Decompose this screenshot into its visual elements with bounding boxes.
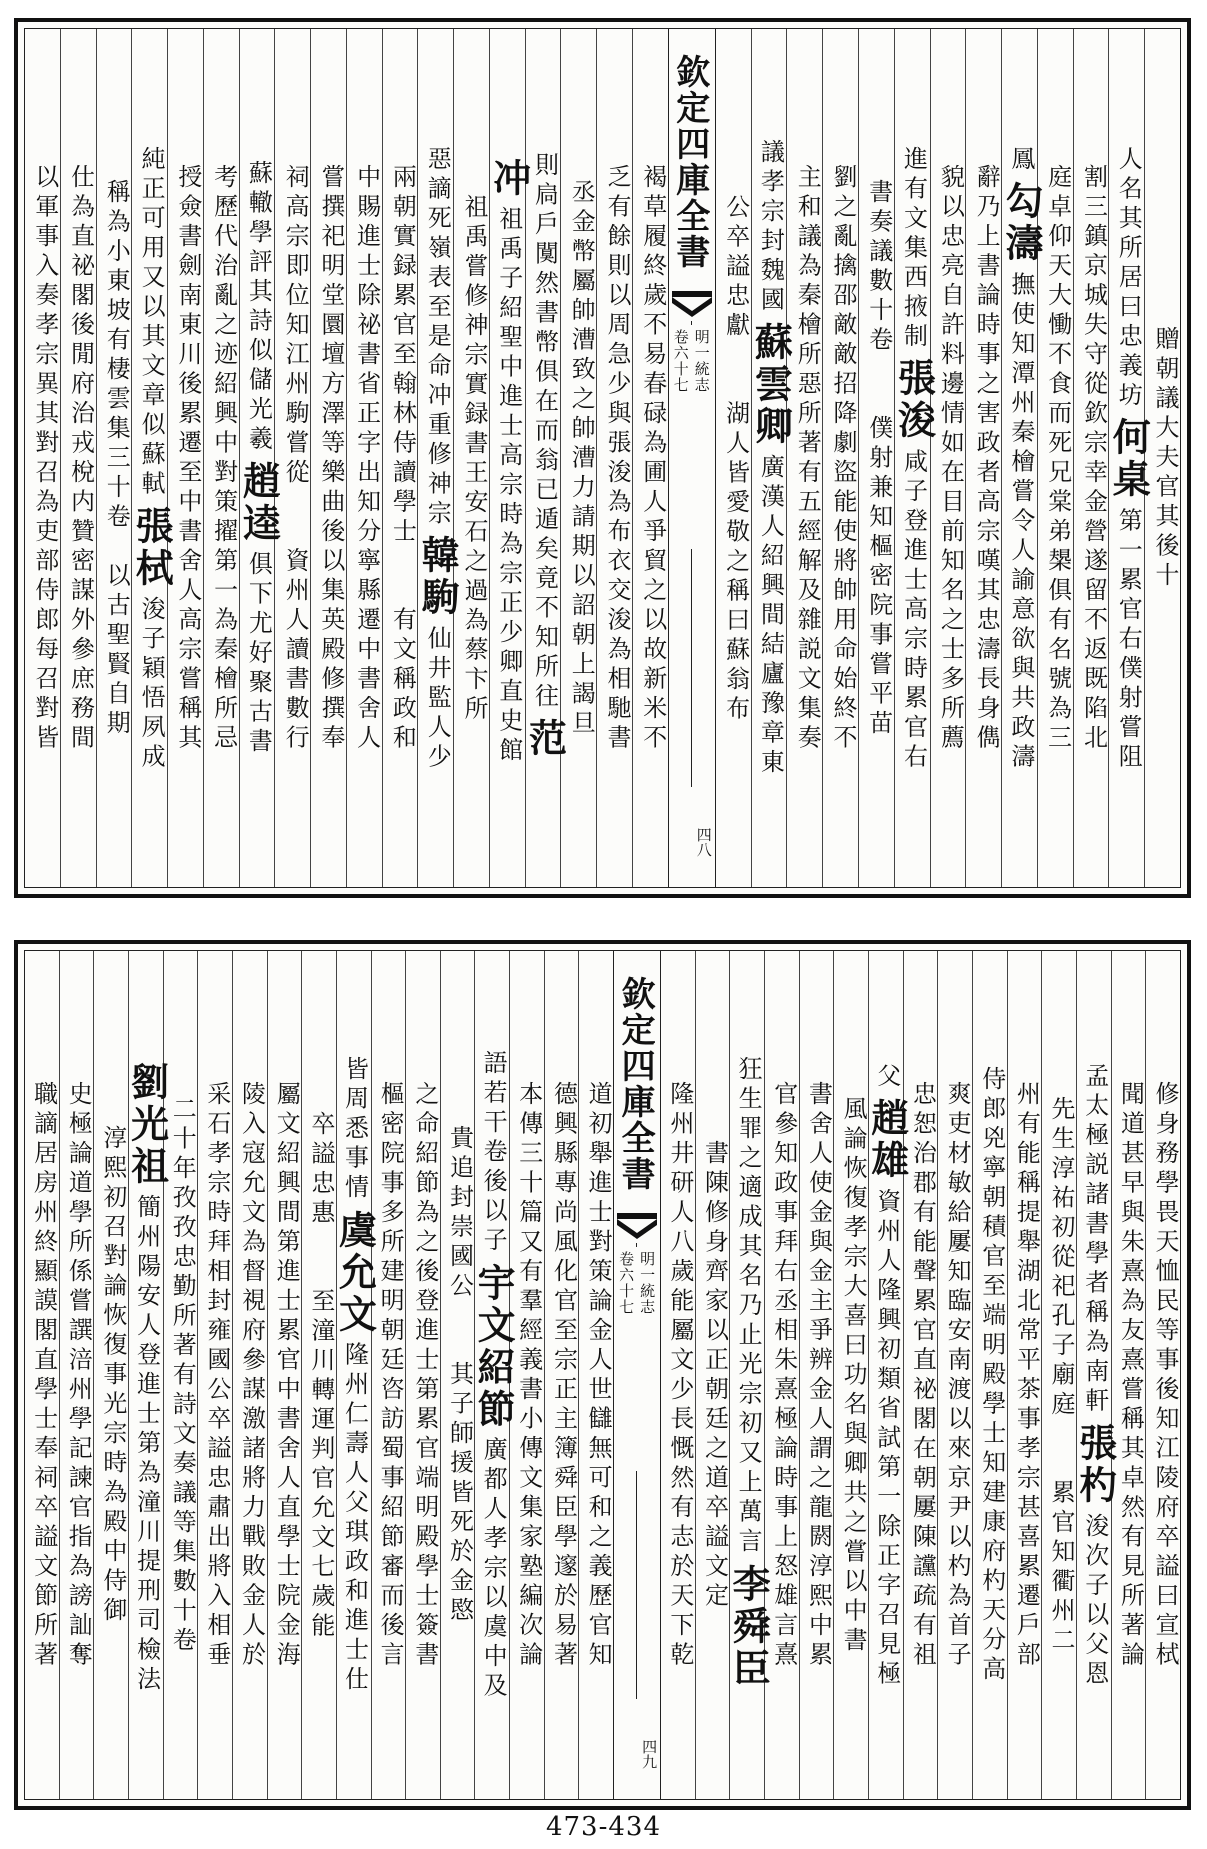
bottom-left-column — [440, 951, 475, 1799]
top-spine-page-number: 四八 — [694, 827, 713, 857]
bottom-left-column-text: 陵入寇允文為督視府參謀激諸將力戰敗金人於 — [237, 1081, 266, 1671]
bottom-spine-catalog — [614, 1251, 660, 1315]
top-left-column-text: 稱為小東坡有棲雲集三十卷 以古聖賢自期 — [102, 178, 131, 740]
bottom-left-column — [578, 951, 613, 1799]
top-left-column — [346, 29, 382, 887]
bottom-left-column — [25, 951, 59, 1799]
bottom-left-column-text: 本傳三十篇又有羣經義書小傳文集家塾編次論 — [514, 1081, 543, 1671]
top-left-column-text: 純正可用又以其文章似蘇軾張栻浚子穎悟夙成 — [129, 145, 175, 773]
top-left-column-text: 丞金幣屬帥漕致之帥漕力請期以詔朝上謁旦 — [567, 178, 596, 740]
top-spine-volume: 卷六十七 — [671, 329, 690, 393]
bottom-left-column-text: 皆周悉事情虞允文隆州仁壽人父琪政和進士仕 — [332, 1056, 378, 1696]
top-right-column-text: 主和議為秦檜所惡所著有五經解及雜説文集奏 — [793, 164, 822, 754]
person-name-heading: 宇文紹節 — [471, 1262, 517, 1431]
bottom-left-column-text: 道初舉進士對策論金人世讎無可和之義歷官知 — [584, 1081, 613, 1671]
bottom-right-column — [1041, 951, 1076, 1799]
top-left-column-text: 嘗撰祀明堂圜壇方澤等樂曲後以集英殿修撰奉 — [316, 164, 345, 754]
top-left-column-text: 乏有餘則以周急少與張浚為布衣交浚為相馳書 — [603, 164, 632, 754]
bottom-left-column-text: 樞密院事多所建明朝廷咨訪蜀事紹節審而後言 — [376, 1081, 405, 1671]
bottom-left-column-text: 采石孝宗時拜相封雍國公卒謚忠肅出將入相垂 — [202, 1081, 231, 1671]
page-footer-label: 473-434 — [545, 1812, 662, 1842]
bottom-left-column-text: 職謫居房州終顯謨閣直學士奉祠卒謚文節所著 — [29, 1081, 58, 1671]
bottom-spine-title: 欽定四庫全書 — [615, 976, 656, 1192]
bottom-page-inner-border — [24, 950, 1181, 1800]
bottom-right-column-text: 忠恕治郡有能聲累官直祕閣在朝屢陳讜疏有祖 — [908, 1081, 937, 1671]
bottom-left-column — [59, 951, 94, 1799]
bottom-right-column — [937, 951, 972, 1799]
top-right-column-text: 貌以忠亮自許料邊情如在目前知名之士多所薦 — [936, 164, 965, 754]
bottom-spine — [613, 951, 661, 1799]
top-left-column — [203, 29, 239, 887]
bottom-right-column-text: 爽吏材敏給屢知臨安南渡以來京尹以杓為首子 — [943, 1081, 972, 1671]
person-name-heading: 蘇雲卿 — [748, 322, 794, 449]
bottom-left-column — [405, 951, 440, 1799]
top-right-column — [1037, 29, 1073, 887]
top-left-column — [167, 29, 203, 887]
bottom-left-column-text: 卒謚忠惠 至潼川轉運判官允文七歲能 — [306, 1110, 335, 1642]
top-right-column — [998, 29, 1044, 887]
bottom-right-column — [1007, 951, 1042, 1799]
bottom-right-column — [1111, 951, 1146, 1799]
bottom-left-column-text: 貴追封崇國公 其子師援皆死於金愍 — [445, 1125, 474, 1627]
person-name-heading: 李舜臣 — [726, 1563, 772, 1690]
bottom-left-column-text: 劉光祖簡州陽安人登進士第為潼川提刑司檢法 — [129, 1056, 163, 1696]
top-right-column-text: 議孝宗封魏國蘇雲卿廣漢人紹興間結廬豫章東 — [748, 139, 794, 779]
top-left-column-text: 冲祖禹子紹聖中進士高宗時為宗正少卿直史館 — [490, 152, 525, 767]
bottom-page-frame — [14, 940, 1191, 1810]
bottom-left-column-text: 史極論道學所係嘗譔涪州學記諫官指為謗訕奪 — [64, 1081, 93, 1671]
top-right-column — [891, 29, 937, 887]
top-left-column — [236, 29, 282, 887]
top-left-column — [310, 29, 346, 887]
top-left-column — [274, 29, 310, 887]
top-right-column — [1073, 29, 1109, 887]
top-page-inner-border — [24, 28, 1181, 888]
fishtail-icon — [672, 291, 712, 317]
top-left-column-text: 祠高宗即位知江州駒嘗從 資州人讀書數行 — [281, 164, 310, 754]
bottom-right-column — [1072, 951, 1118, 1799]
top-right-column — [965, 29, 1001, 887]
top-spine — [668, 29, 716, 887]
bottom-left-column — [267, 951, 302, 1799]
bottom-right-column — [661, 951, 695, 1799]
top-right-column — [786, 29, 822, 887]
person-name-heading: 張栻 — [129, 505, 175, 590]
top-left-column — [453, 29, 489, 887]
top-right-column-text: 割三鎮京城失守從欽宗幸金營遂留不返既陷北 — [1079, 164, 1108, 754]
bottom-right-column — [833, 951, 868, 1799]
top-right-column-text: 鳳勾濤撫使知潭州秦檜嘗令人諭意欲與共政濤 — [998, 145, 1044, 773]
bottom-right-column-text: 風論恢復孝宗大喜曰功名與卿共之嘗以中書 — [839, 1095, 868, 1657]
bottom-right-column-text: 先生淳祐初從祀孔子廟庭 累官知衢州二 — [1047, 1095, 1076, 1657]
top-right-column — [748, 29, 794, 887]
bottom-left-columns — [25, 951, 613, 1799]
bottom-left-column-text: 淳熙初召對論恢復事光宗時為殿中侍御 — [98, 1125, 127, 1627]
top-left-column-text: 惡謫死嶺表至是命冲重修神宗韓駒仙井監人少 — [415, 145, 461, 773]
top-left-column — [60, 29, 96, 887]
bottom-right-column-text: 狂生罪之適成其名乃止光宗初又上萬言李舜臣 — [730, 1056, 764, 1696]
top-left-column — [96, 29, 132, 887]
bottom-spine-series: 明一統志 — [638, 1251, 657, 1315]
bottom-right-column — [799, 951, 834, 1799]
bottom-right-column-text: 聞道甚早與朱熹為友熹嘗稱其卓然有見所著論 — [1116, 1081, 1145, 1671]
bottom-right-column — [972, 951, 1007, 1799]
bottom-right-columns — [661, 951, 1180, 1799]
bottom-right-column-text: 官參知政事拜右丞相朱熹極論時事上怒雄言熹 — [769, 1081, 798, 1671]
top-left-column-text: 則扃戶闃然書幣俱在而翁已遁矣竟不知所往范 — [526, 152, 561, 767]
top-right-column-text: 庭卓仰天大慟不食而死兄棠弟槼俱有名號為三 — [1043, 164, 1072, 754]
person-name-heading: 張杓 — [1072, 1422, 1118, 1507]
top-right-column — [1106, 29, 1152, 887]
person-name-heading: 冲 — [486, 157, 532, 200]
bottom-right-column-text: 侍郎兇寧朝積官至端明殿學士知建康府杓天分高 — [977, 1066, 1006, 1686]
top-page-frame — [14, 18, 1191, 898]
top-left-column-text: 考歷代治亂之迹紹興中對策擢第一為秦檜所忌 — [209, 164, 238, 754]
bottom-right-column — [903, 951, 938, 1799]
top-right-columns — [716, 29, 1180, 887]
bottom-right-column — [726, 951, 772, 1799]
top-right-column-text: 進有文集西掖制張浚咸子登進士高宗時累官右 — [891, 145, 937, 773]
bottom-right-column-text: 隆州井研人八歲能屬文少長慨然有志於天下乾 — [665, 1081, 694, 1671]
bottom-spine-volume: 卷六十七 — [617, 1251, 636, 1315]
person-name-heading: 虞允文 — [332, 1209, 378, 1336]
bottom-right-column-text: 書陳修身齊家以正朝廷之道卒謚文定 — [700, 1140, 729, 1612]
bottom-right-column — [1145, 951, 1180, 1799]
top-left-column-text: 中賜進士除祕書省正字出知分寧縣遷中書舍人 — [352, 164, 381, 754]
top-spine-catalog — [669, 329, 715, 393]
top-page-columns — [25, 29, 1180, 887]
top-right-column-text: 人名其所居曰忠義坊何桌第一累官右僕射嘗阻 — [1106, 145, 1152, 773]
top-spine-title: 欽定四庫全書 — [669, 54, 710, 270]
top-right-column — [822, 29, 858, 887]
bottom-left-column — [124, 951, 170, 1799]
fishtail-icon — [617, 1213, 657, 1239]
top-left-column-text: 祖禹嘗修神宗實録書王安石之過為蔡卞所 — [459, 193, 488, 725]
bottom-left-column — [371, 951, 406, 1799]
top-right-column-text: 書奏議數十卷 僕射兼知樞密院事嘗平苗 — [864, 178, 893, 740]
bottom-right-column — [695, 951, 730, 1799]
person-name-heading: 何桌 — [1106, 417, 1152, 501]
bottom-left-column — [93, 951, 128, 1799]
bottom-left-column-text: 之命紹節為之後登進士第累官端明殿學士簽書 — [410, 1081, 439, 1671]
bottom-right-column — [864, 951, 910, 1799]
bottom-left-column-text: 德興縣專尚風化官至宗正主簿舜臣學邃於易著 — [549, 1081, 578, 1671]
bottom-left-column — [544, 951, 579, 1799]
person-name-heading: 劉光祖 — [124, 1062, 170, 1189]
top-right-column-text: 辭乃上書論時事之害政者高宗嘆其忠濤長身儁 — [972, 164, 1001, 754]
top-left-column — [129, 29, 175, 887]
person-name-heading: 范 — [522, 718, 568, 761]
bottom-right-column-text: 父趙雄資州人隆興初類省試第一除正字召見極 — [864, 1062, 910, 1690]
bottom-left-column — [301, 951, 336, 1799]
top-right-column — [930, 29, 966, 887]
top-left-column-text: 兩朝實録累官至翰林侍讀學士 有文稱政和 — [388, 164, 417, 754]
top-left-column-text: 授僉書劍南東川後累遷至中書舍人高宗嘗稱其 — [173, 164, 202, 754]
person-name-heading: 韓駒 — [415, 535, 461, 619]
top-left-column-text: 褐草履終歲不易春碌為圃人爭貿之以故新米不 — [638, 164, 667, 754]
bottom-left-column — [332, 951, 378, 1799]
top-right-column — [858, 29, 894, 887]
bottom-spine-page-number: 四九 — [640, 1739, 659, 1769]
bottom-left-column-text: 語若干卷後以子宇文紹節廣都人孝宗以虞中及 — [471, 1050, 517, 1702]
bottom-left-column-text: 屬文紹興間第進士累官中書舍人直學士院金海 — [272, 1081, 301, 1671]
person-name-heading: 趙逵 — [236, 461, 282, 546]
bottom-left-column — [232, 951, 267, 1799]
top-right-column — [716, 29, 751, 887]
person-name-heading: 勾濤 — [998, 181, 1044, 265]
top-left-column — [382, 29, 418, 887]
bottom-right-column-text: 修身務學畏天恤民等事後知江陵府卒謚曰宣栻 — [1151, 1081, 1179, 1671]
top-left-column — [596, 29, 632, 887]
bottom-left-column — [197, 951, 232, 1799]
person-name-heading: 趙雄 — [864, 1098, 910, 1182]
bottom-left-column-text: 二十年孜孜忠勤所著有詩文奏議等集數十卷 — [168, 1095, 197, 1657]
top-left-column-text: 仕為直祕閣後閒府治戎梲内贊密謀外參庶務間 — [66, 164, 95, 754]
top-right-column-text: 贈朝議大夫官其後十 — [1151, 326, 1179, 592]
top-left-column — [25, 29, 60, 887]
bottom-right-column-text: 孟太極説諸書學者稱為南軒張杓浚次子以父恩 — [1072, 1062, 1118, 1690]
bottom-left-column — [471, 951, 517, 1799]
person-name-heading: 張浚 — [891, 358, 937, 442]
top-left-column — [486, 29, 532, 887]
top-left-column-text: 蘇轍學評其詩似儲光羲趙逵俱下尤好聚古書 — [236, 160, 282, 758]
bottom-page-columns — [25, 951, 1180, 1799]
top-left-columns — [25, 29, 668, 887]
top-right-column-text: 公卒謚忠獻 湖人皆愛敬之稱曰蘇翁布 — [721, 193, 750, 725]
bottom-right-column-text: 州有能稱提舉湖北常平茶事孝宗甚喜累遷戶部 — [1012, 1081, 1041, 1671]
top-left-column-text: 以軍事入奏孝宗異其對召為吏部侍郎每召對皆 — [30, 164, 59, 754]
top-right-column-text: 劉之亂擒邵敵敵招降劇盜能使將帥用命始終不 — [828, 164, 857, 754]
top-spine-series: 明一統志 — [692, 329, 711, 393]
top-left-column — [632, 29, 668, 887]
bottom-right-column-text: 書舍人使金與金主爭辨金人謂之龍閼淳熙中累 — [804, 1081, 833, 1671]
top-left-column — [415, 29, 461, 887]
